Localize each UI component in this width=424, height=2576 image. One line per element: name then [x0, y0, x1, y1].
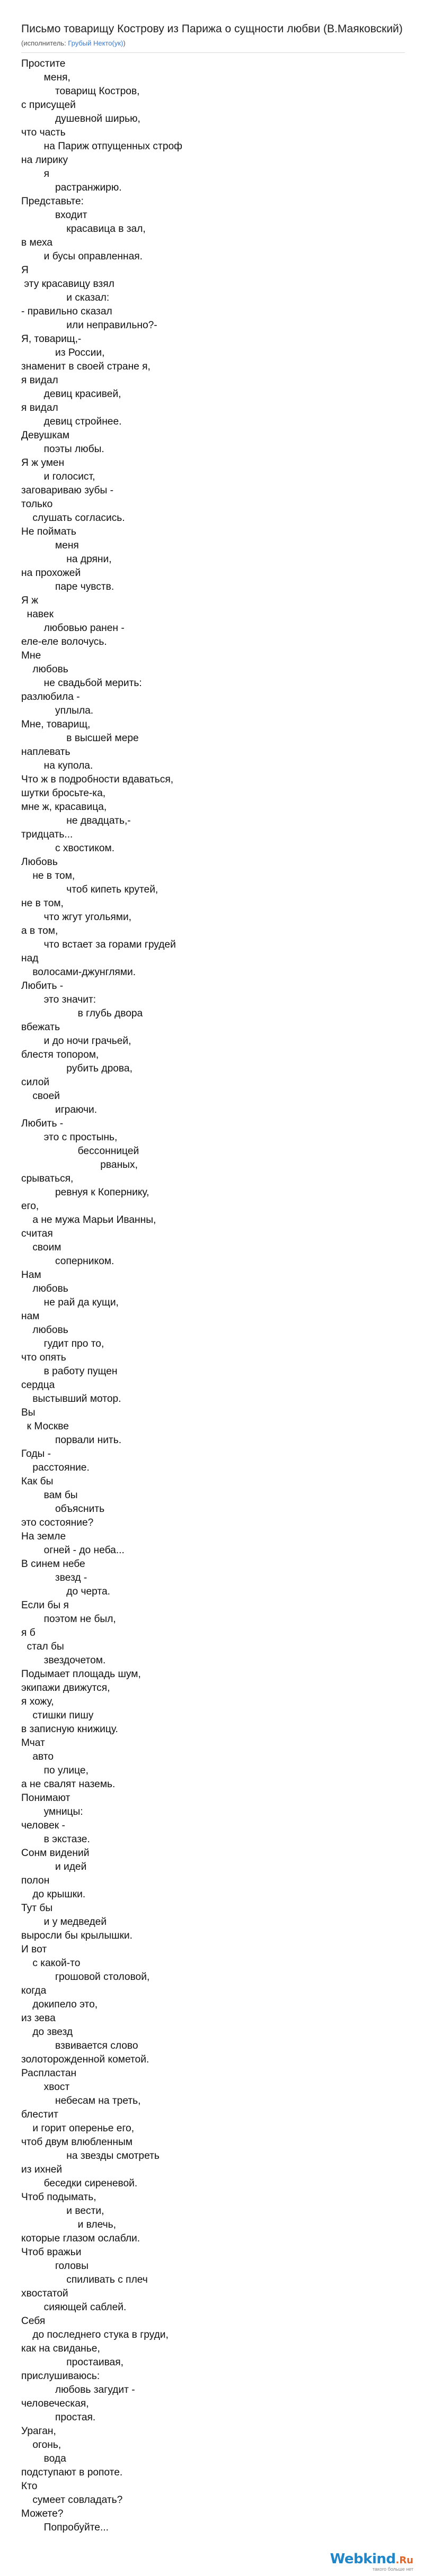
poem-line: шутки бросьте-ка, — [21, 788, 106, 799]
poem-line: только — [21, 499, 53, 510]
poem-line: в глубь двора — [21, 1008, 143, 1019]
poem-line: выросли бы крылышки. — [21, 1930, 132, 1941]
poem-line: любовь — [21, 1283, 68, 1294]
poem-line: прислушиваюсь: — [21, 2371, 100, 2382]
poem-line: и у медведей — [21, 1916, 107, 1928]
poem-line: простая. — [21, 2412, 96, 2423]
poem-line: до черта. — [21, 1586, 110, 1597]
logo-domain-suffix: .Ru — [395, 2555, 413, 2566]
poem-line: любовь — [21, 664, 68, 675]
poem-line: играючи. — [21, 1104, 98, 1115]
poem-line: любовь загудит - — [21, 2384, 135, 2395]
poem-line: своей — [21, 1091, 60, 1102]
poem-line: когда — [21, 1985, 47, 1996]
poem-line: грошовой столовой, — [21, 1971, 150, 1983]
poem-line: простаивая, — [21, 2357, 123, 2368]
poem-line: считая — [21, 1228, 53, 1239]
poem-line: тридцать... — [21, 829, 73, 840]
poem-line: товарищ Костров, — [21, 86, 140, 97]
poem-line: Нам — [21, 1269, 41, 1281]
poem-line: взвивается слово — [21, 2040, 138, 2051]
poem-line: с присущей — [21, 100, 76, 111]
poem-line: Распластан — [21, 2068, 77, 2079]
poem-line: беседки сиреневой. — [21, 2178, 138, 2189]
poem-line: хвост — [21, 2082, 70, 2093]
poem-line: по улице, — [21, 1765, 89, 1776]
poem-line: докипело это, — [21, 1999, 98, 2010]
poem-line: силой — [21, 1077, 50, 1088]
poem-line: уплыла. — [21, 705, 94, 716]
poem-line: в работу пущен — [21, 1366, 118, 1377]
poem-line: душевной ширью, — [21, 113, 140, 124]
poem-line: Я — [21, 265, 29, 276]
poem-line: бессонницей — [21, 1146, 139, 1157]
poem-line: - правильно сказал — [21, 306, 112, 317]
poem-line: и голосист, — [21, 471, 95, 482]
poem-line: разлюбила - — [21, 691, 80, 702]
poem-line: как на свиданье, — [21, 2343, 100, 2354]
poem-line: объяснить — [21, 1503, 105, 1515]
poem-line: а в том, — [21, 925, 58, 936]
author-link[interactable]: Грубый Некто(ук) — [68, 39, 123, 47]
poem-line: Девушкам — [21, 430, 70, 441]
poem-line: до крышки. — [21, 1889, 86, 1900]
poem-line: человеческая, — [21, 2398, 89, 2409]
poem-line: не в том, — [21, 898, 64, 909]
poem-line: волосами-джунглями. — [21, 967, 136, 978]
poem-line: слушать согласись. — [21, 512, 125, 524]
poem-line: поэты любы. — [21, 444, 104, 455]
byline-suffix: ) — [123, 39, 126, 47]
poem-line: а не свалят наземь. — [21, 1779, 116, 1790]
poem-line: Чтоб вражьи — [21, 2247, 82, 2258]
poem-line: меня, — [21, 72, 70, 83]
poem-line: соперником. — [21, 1256, 114, 1267]
poem-line: и идей — [21, 1861, 87, 1872]
poem-line: до последнего стука в груди, — [21, 2329, 169, 2340]
poem-line: спиливать с плеч — [21, 2274, 148, 2285]
poem-line: гудит про то, — [21, 1338, 104, 1349]
poem-line: Ураган, — [21, 2426, 56, 2437]
poem-line: которые глазом ослабли. — [21, 2233, 140, 2244]
poem-line: к Москве — [21, 1421, 69, 1432]
poem-line: до звезд — [21, 2026, 73, 2038]
poem-line: не рай да кущи, — [21, 1297, 119, 1308]
poem-line: поэтом не был, — [21, 1614, 116, 1625]
webkind-logo[interactable] — [330, 2552, 413, 2572]
poem-line: эту красавицу взял — [21, 278, 114, 290]
poem-line: Попробуйте... — [21, 2522, 109, 2533]
poem-line: паре чувств. — [21, 581, 114, 592]
poem-line: В синем небе — [21, 1559, 85, 1570]
poem-line: звездочетом. — [21, 1655, 106, 1666]
poem-line: девиц красивей, — [21, 389, 121, 400]
poem-line: Понимают — [21, 1793, 70, 1804]
poem-line: Любовь — [21, 857, 58, 868]
poem-line: Мне — [21, 650, 41, 661]
poem-line: меня — [21, 540, 79, 551]
poem-line: И вот — [21, 1944, 47, 1955]
poem-line: рваных, — [21, 1159, 138, 1170]
poem-line: Если бы я — [21, 1600, 69, 1611]
poem-line: на звезды смотреть — [21, 2150, 160, 2161]
poem-line: человек - — [21, 1820, 65, 1831]
poem-line: и сказал: — [21, 292, 110, 303]
poem-line: Не поймать — [21, 526, 76, 537]
poem-line: Себя — [21, 2316, 46, 2327]
poem-line: На земле — [21, 1531, 66, 1542]
poem-line: Кто — [21, 2481, 38, 2492]
poem-line: Мчат — [21, 1737, 45, 1749]
poem-line: стал бы — [21, 1641, 64, 1652]
poem-line: Вы — [21, 1407, 36, 1418]
poem-line: вбежать — [21, 1022, 60, 1033]
poem-line: чтоб кипеть крутей, — [21, 884, 158, 895]
poem-line: расстояние. — [21, 1462, 90, 1473]
poem-line: нам — [21, 1311, 40, 1322]
poem-line: я видал — [21, 375, 58, 386]
poem-line: над — [21, 953, 39, 964]
poem-line: из зева — [21, 2013, 56, 2024]
poem-line: я б — [21, 1627, 36, 1638]
poem-line: или неправильно?- — [21, 320, 157, 331]
poem-line: его, — [21, 1201, 39, 1212]
byline-prefix: (исполнитель: — [21, 39, 68, 47]
poem-line: из России, — [21, 347, 105, 358]
poem-line: ревнуя к Копернику, — [21, 1187, 149, 1198]
poem-line: это с простынь, — [21, 1132, 118, 1143]
poem-line: срываться, — [21, 1173, 74, 1184]
poem-line: я видал — [21, 402, 58, 413]
poem-line: Любить - — [21, 980, 64, 992]
poem-line: это значит: — [21, 994, 96, 1005]
poem-line: знаменит в своей стране я, — [21, 361, 151, 372]
poem-line: Я ж умен — [21, 457, 65, 469]
poem-line: а не мужа Марьи Иванны, — [21, 1214, 156, 1226]
poem-line: любовью ранен - — [21, 623, 125, 634]
poem-line: в записную книжицу. — [21, 1724, 118, 1735]
poem-line: на лирику — [21, 155, 68, 166]
poem-line: умницы: — [21, 1806, 83, 1817]
poem-line: рубить дрова, — [21, 1063, 132, 1074]
poem-line: на дряни, — [21, 554, 112, 565]
poem-line: и горит оперенье его, — [21, 2123, 135, 2134]
poem-line: я хожу, — [21, 1696, 54, 1707]
poem-line: стишки пишу — [21, 1710, 94, 1721]
poem-line: девиц стройнее. — [21, 416, 122, 427]
poem-line: навек — [21, 609, 54, 620]
poem-line: Тут бы — [21, 1903, 53, 1914]
poem-line: заговариваю зубы - — [21, 485, 114, 496]
title-divider — [21, 52, 405, 53]
poem-line: в экстазе. — [21, 1834, 90, 1845]
poem-line: это состояние? — [21, 1517, 94, 1528]
poem-line: в высшей мере — [21, 733, 139, 744]
poem-line: красавица в зал, — [21, 223, 146, 235]
poem-line: любовь — [21, 1325, 68, 1336]
poem-line: Что ж в подробности вдаваться, — [21, 774, 174, 785]
poem-line: огонь, — [21, 2439, 61, 2451]
poem-line: хвостатой — [21, 2288, 68, 2299]
poem-line: Чтоб подымать, — [21, 2192, 96, 2203]
poem-line: на купола. — [21, 760, 93, 771]
poem-line: Любить - — [21, 1118, 64, 1129]
poem-line: сумеет совладать? — [21, 2494, 123, 2506]
poem-line: головы — [21, 2260, 89, 2272]
poem-line: Годы - — [21, 1448, 51, 1460]
logo-tagline: такого больше нет — [372, 2566, 413, 2572]
poem-line: и до ночи грачьей, — [21, 1035, 131, 1047]
poem-line: Я ж — [21, 595, 39, 606]
page-title: Письмо товарищу Кострову из Парижа о сущности любви (В.Маяковский) — [21, 23, 403, 35]
logo-wordmark: Webkind — [330, 2551, 396, 2567]
poem-line: авто — [21, 1751, 54, 1762]
poem-line: блестит — [21, 2109, 58, 2120]
poem-line: что встает за горами грудей — [21, 939, 176, 950]
poem-line: и влечь, — [21, 2219, 116, 2230]
poem-line: звезд - — [21, 1572, 87, 1583]
poem-line: Представьте: — [21, 196, 84, 207]
poem-line: полон — [21, 1875, 50, 1886]
poem-line: вам бы — [21, 1490, 78, 1501]
poem-line: с хвостиком. — [21, 843, 115, 854]
poem-line: что опять — [21, 1352, 66, 1363]
poem-line: чтоб двум влюбленным — [21, 2137, 132, 2148]
poem-line: что жгут угольями, — [21, 912, 132, 923]
poem-line: входит — [21, 210, 87, 221]
poem-line: Подымает площадь шум, — [21, 1669, 141, 1680]
poem-line: золоторожденной кометой. — [21, 2054, 149, 2065]
poem-line: и вести, — [21, 2205, 104, 2217]
poem-line: огней - до неба... — [21, 1545, 125, 1556]
poem-line: экипажи движутся, — [21, 1682, 110, 1694]
poem-line: Как бы — [21, 1476, 54, 1487]
poem-line: сияющей саблей. — [21, 2302, 127, 2313]
poem-line: еле-еле волочусь. — [21, 636, 107, 647]
poem-line: я — [21, 168, 50, 179]
poem-line: что часть — [21, 127, 66, 138]
poem-line: небесам на треть, — [21, 2095, 141, 2106]
poem-line: и бусы оправленная. — [21, 251, 143, 262]
poem-line: Можете? — [21, 2508, 64, 2519]
poem-line: на прохожей — [21, 568, 81, 579]
poem-line: в меха — [21, 237, 53, 248]
poem-line: выстывший мотор. — [21, 1393, 121, 1404]
poem-line: сердца — [21, 1380, 55, 1391]
poem-line: вода — [21, 2453, 66, 2464]
poem-line: своим — [21, 1242, 61, 1253]
poem-line: мне ж, красавица, — [21, 801, 107, 813]
poem-line: наплевать — [21, 746, 70, 758]
poem-line: не свадьбой мерить: — [21, 678, 142, 689]
poem-line: на Париж отпущенных строф — [21, 141, 182, 152]
poem-line: Сонм видений — [21, 1848, 90, 1859]
poem-line: не в том, — [21, 870, 75, 881]
poem-line: порвали нить. — [21, 1435, 122, 1446]
poem-line: не двадцать,- — [21, 815, 131, 826]
poem-line: Я, товарищ,- — [21, 334, 82, 345]
poem-line: из ихней — [21, 2164, 63, 2175]
poem-text — [21, 57, 405, 2535]
poem-line: растранжирю. — [21, 182, 122, 193]
poem-line: с какой-то — [21, 1958, 81, 1969]
poem-line: Простите — [21, 58, 66, 69]
poem-line: Мне, товарищ, — [21, 719, 91, 730]
poem-line: подступают в ропоте. — [21, 2467, 123, 2478]
performer-byline — [21, 39, 405, 48]
poem-line: блестя топором, — [21, 1049, 99, 1060]
